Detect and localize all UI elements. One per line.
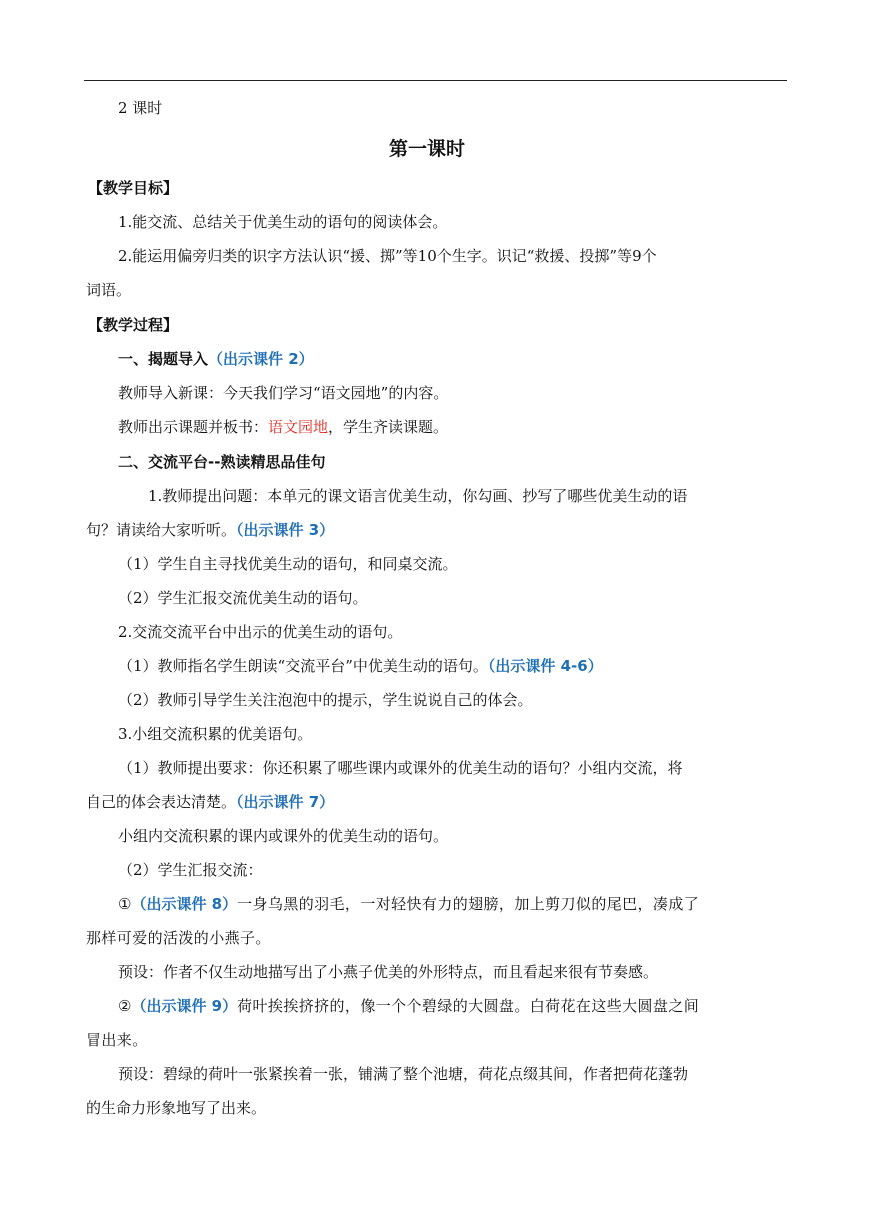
process-heading: 【教学过程】: [88, 316, 179, 334]
q3-courseware-ref: （出示课件 7）: [236, 793, 335, 811]
example-2-quote: 荷叶挨挨挤挤的，像一个个碧绿的大圆盘。白荷花在这些大圆盘之间: [237, 997, 700, 1015]
example-2-number: ②: [118, 997, 132, 1015]
q1-step-2: （2）学生汇报交流优美生动的语句。: [118, 589, 368, 607]
q3-text: 3.小组交流积累的优美语句。: [118, 725, 313, 743]
q3-step-1-a: （1）教师提出要求：你还积累了哪些课内或课外的优美生动的语句？小组内交流，将: [118, 759, 683, 777]
example-1-line-b: 那样可爱的活泼的小燕子。: [86, 929, 271, 947]
example-1-line-a: [118, 894, 699, 914]
example-1-note: 预设：作者不仅生动地描写出了小燕子优美的外形特点，而且看起来很有节奏感。: [118, 963, 659, 981]
q1-line-a: 1.教师提出问题：本单元的课文语言优美生动，你勾画、抄写了哪些优美生动的语: [148, 487, 688, 505]
example-2-note-a: 预设：碧绿的荷叶一张紧挨着一张，铺满了整个池塘，荷花点缀其间，作者把荷花蓬勃: [118, 1065, 689, 1083]
part1-line2-pre: 教师出示课题并板书：: [118, 418, 269, 436]
q2-step-2: （2）教师引导学生关注泡泡中的提示，学生说说自己的体会。: [118, 691, 533, 709]
q2-step-1: （1）教师指名学生朗读“交流平台”中优美生动的语句。: [118, 657, 488, 675]
q1-courseware-ref: （出示课件 3）: [236, 521, 335, 539]
q1-step-1: （1）学生自主寻找优美生动的语句，和同桌交流。: [118, 555, 458, 573]
lesson-count: 2 课时: [118, 99, 163, 117]
header-rule: [84, 80, 787, 81]
part2-heading: 二、交流平台--熟读精思品佳句: [118, 453, 326, 471]
example-2-line-a: [118, 996, 699, 1016]
part1-heading-line: [118, 349, 314, 369]
example-2-line-b: 冒出来。: [86, 1031, 148, 1049]
q3-step-2: （2）学生汇报交流：: [118, 861, 263, 879]
example-2-courseware-ref: （出示课件 9）: [131, 997, 238, 1015]
q2-step-1-line: [118, 656, 603, 676]
example-1-number: ①: [118, 895, 132, 913]
goal-item-2: 2.能运用偏旁归类的识字方法认识“援、掷”等10个生字。识记“救援、投掷”等9个: [118, 247, 657, 265]
q3-step-1-b-line: [86, 792, 334, 812]
page-title: 第一课时: [389, 138, 466, 160]
q1-text: 句？请读给大家听听。: [86, 521, 237, 539]
example-1-quote: 一身乌黑的羽毛，一对轻快有力的翅膀，加上剪刀似的尾巴，凑成了: [237, 895, 700, 913]
example-2-note-b: 的生命力形象地写了出来。: [86, 1099, 267, 1117]
q3-step-1-b: 自己的体会表达清楚。: [86, 793, 237, 811]
board-title: 语文园地: [268, 418, 329, 436]
part1-line2-post: ，学生齐读课题。: [328, 418, 449, 436]
q2-text: 2.交流交流平台中出示的优美生动的语句。: [118, 623, 403, 641]
q1-line-b: [86, 520, 334, 540]
example-1-courseware-ref: （出示课件 8）: [131, 895, 238, 913]
part1-heading: 一、揭题导入: [118, 350, 209, 368]
goal-item-1: 1.能交流、总结关于优美生动的语句的阅读体会。: [118, 213, 448, 231]
part1-line1: 教师导入新课：今天我们学习“语文园地”的内容。: [118, 384, 449, 402]
goal-item-2-cont: 词语。: [86, 281, 132, 299]
part1-line2: [118, 417, 448, 437]
part1-courseware-ref: （出示课件 2）: [208, 350, 314, 368]
q3-note: 小组内交流积累的课内或课外的优美生动的语句。: [118, 827, 449, 845]
goals-heading: 【教学目标】: [88, 179, 179, 197]
q2-courseware-ref: （出示课件 4-6）: [487, 657, 603, 675]
